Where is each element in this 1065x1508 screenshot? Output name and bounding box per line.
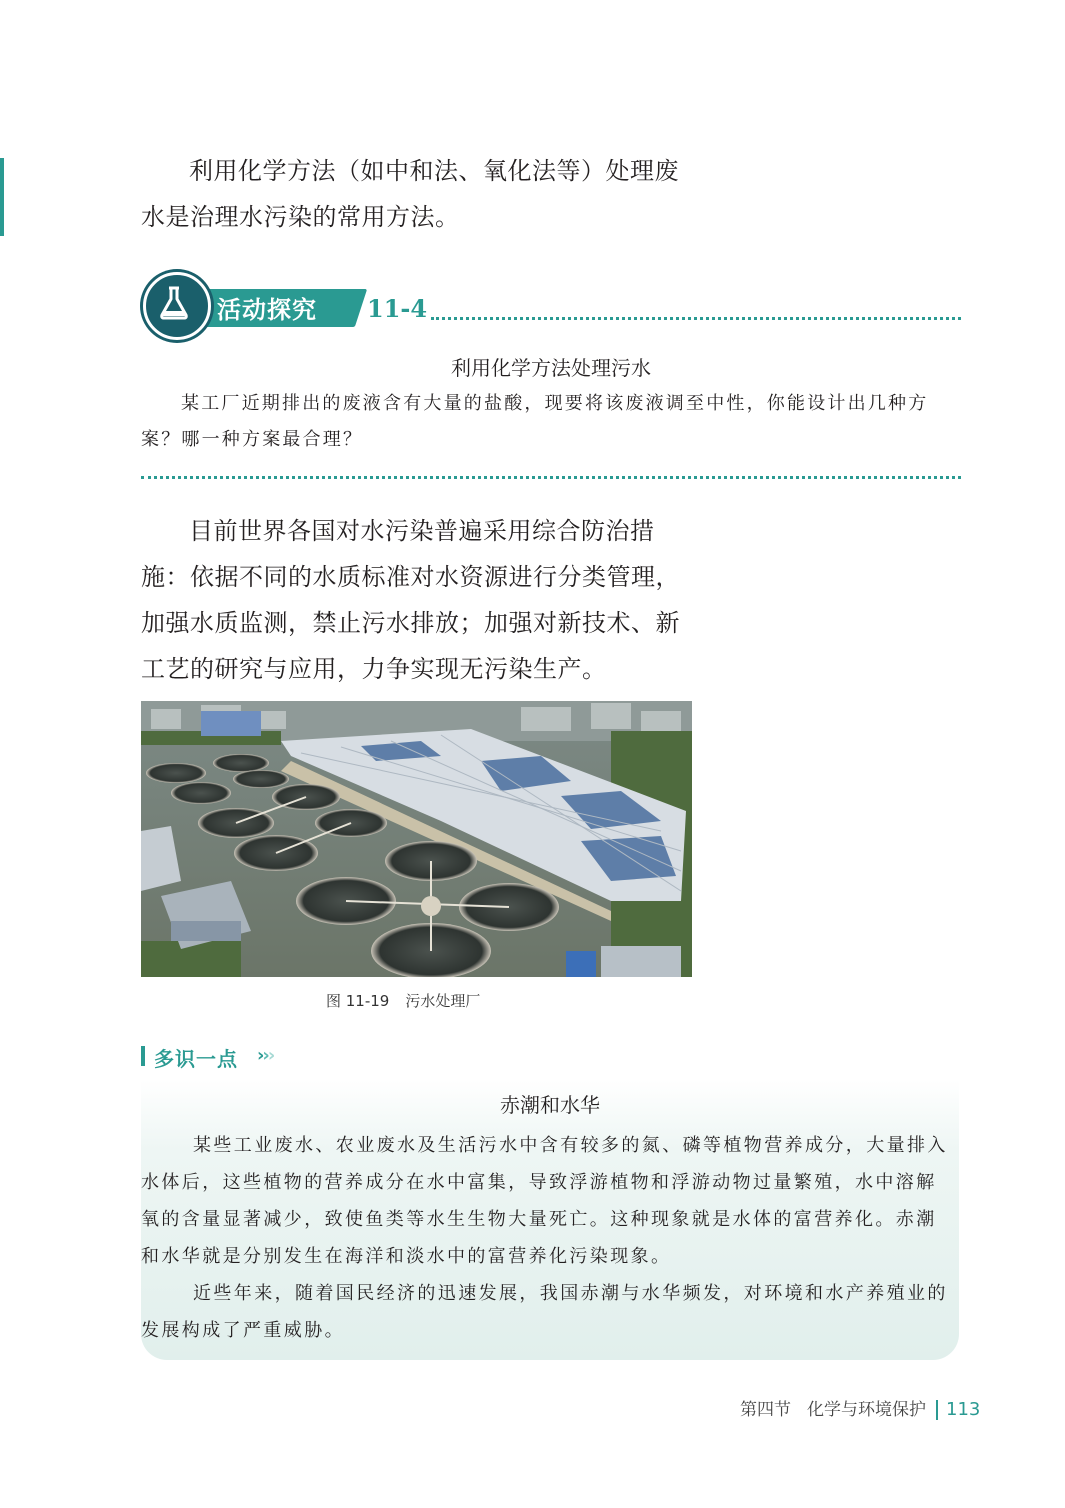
margin-accent-bar [0,158,4,236]
know-more-title: 赤潮和水华 [500,1093,600,1117]
dotted-rule-top [431,317,961,320]
figure-number: 图 11-19 [326,992,390,1010]
figure-caption [326,990,480,1011]
activity-label: 活动探究 [217,296,317,324]
policy-text: 目前世界各国对水污染普遍采用综合防治措施：依据不同的水质标准对水资源进行分类管理，加强水质监测，禁止污水排放；加强对新技术、新工艺的研究与应用，力争实现无污染生产。 [141,517,680,683]
activity-header [141,272,971,336]
footer-section-title: 化学与环境保护 [807,1400,926,1420]
sewage-plant-photo [141,701,692,977]
flask-icon [143,272,211,340]
activity-body [141,386,963,458]
figure-caption-text: 污水处理厂 [405,992,481,1010]
activity-body-text: 某工厂近期排出的废液含有大量的盐酸，现要将该废液调至中性，你能设计出几种方案？哪一种方案最合理？ [141,393,929,450]
footer-divider [936,1400,938,1420]
dotted-rule-bottom [141,476,961,479]
know-more-para2: 近些年来，随着国民经济的迅速发展，我国赤潮与水华频发，对环境和水产养殖业的发展构成了严重威胁。 [141,1283,948,1341]
page-number: 113 [946,1399,981,1420]
know-more-body [141,1127,951,1349]
know-more-bar [141,1046,145,1066]
footer-section: 第四节 [740,1400,791,1420]
intro-paragraph [141,148,701,240]
know-more-label: 多识一点 [154,1047,238,1071]
page-footer [740,1395,980,1420]
know-more-para1: 某些工业废水、农业废水及生活污水中含有较多的氮、磷等植物营养成分，大量排入水体后，这些植物的营养成分在水中富集，导致浮游植物和浮游动物过量繁殖，水中溶解氧的含量显著减少，致使鱼类等水生生物大量死亡。这种现象就是水体的富营养化。赤潮和水华就是分别发生在海洋和淡水中的富营养化污染现象。 [141,1135,948,1267]
activity-title: 利用化学方法处理污水 [451,356,651,380]
activity-number: 11-4 [367,294,428,323]
intro-text: 利用化学方法（如中和法、氧化法等）处理废水是治理水污染的常用方法。 [141,157,679,231]
policy-paragraph [141,508,701,692]
chevron-right-icon: ››› [257,1045,274,1066]
